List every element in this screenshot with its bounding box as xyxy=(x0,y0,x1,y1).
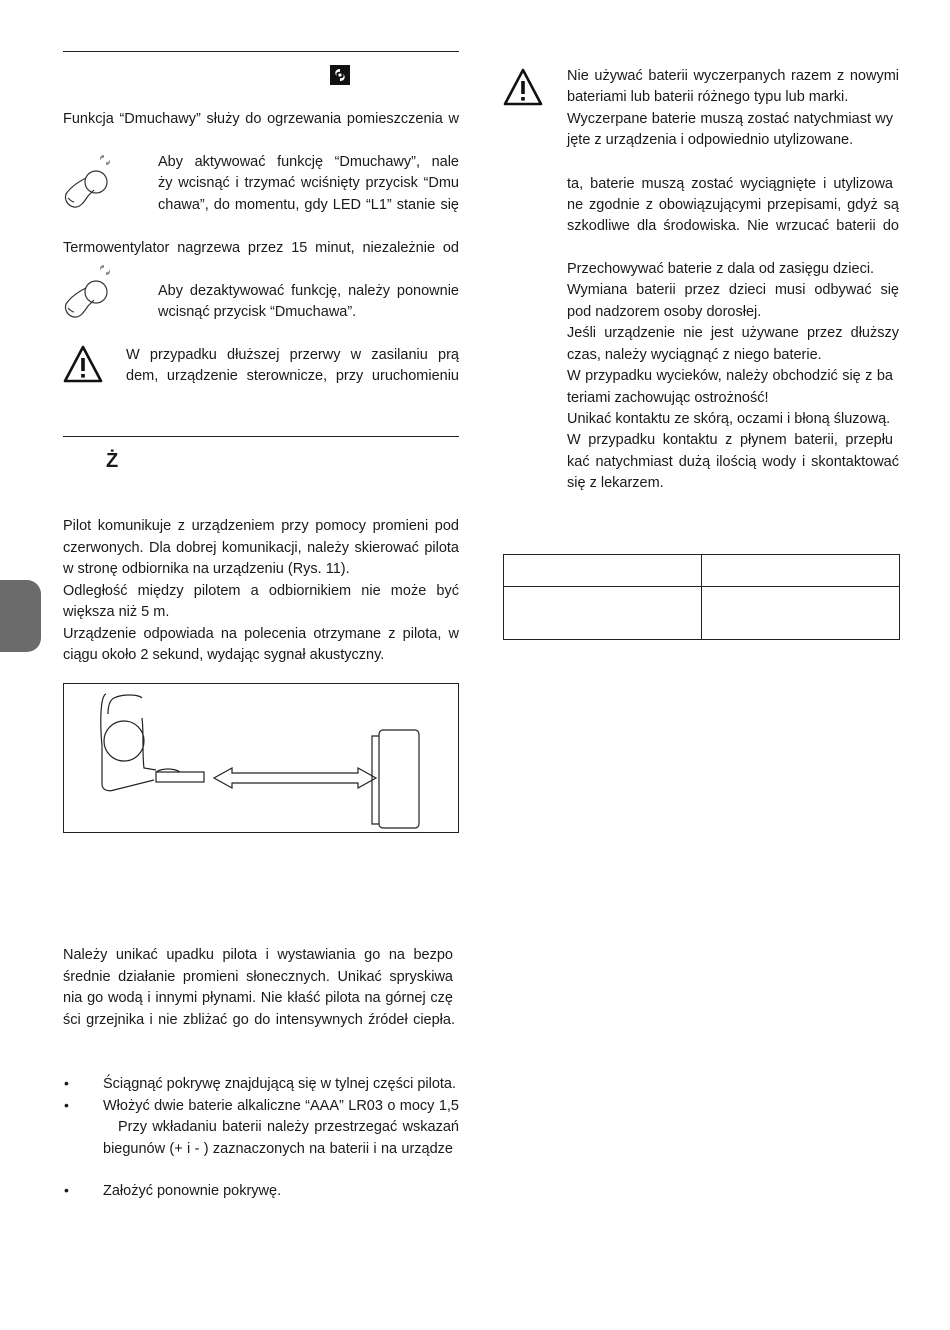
disposal-text-line2: ne zgodnie z obowiązującymi przepisami, gdyż są xyxy=(567,197,899,213)
safety-line5: czas, należy wyciągnąć z niego baterie. xyxy=(567,347,822,363)
remote-range-figure xyxy=(63,683,459,833)
deactivate-step-line1: Aby dezaktywować funkcję, należy ponownie xyxy=(158,283,459,299)
safety-line11: się z lekarzem. xyxy=(567,475,664,491)
remote-text-line1: Pilot komunikuje z urządzeniem przy pomocy promieni pod xyxy=(63,518,459,534)
safety-line8: Unikać kontaktu ze skórą, oczami i błoną śluzową. xyxy=(567,411,891,427)
battery-warning-line1: Nie używać baterii wyczerpanych razem z nowymi xyxy=(567,68,899,84)
remote-text-line4: Odległość między pilotem a odbiornikiem nie może być xyxy=(63,583,459,599)
battery-warning-line4: jęte z urządzenia i odpowiednio utylizowane. xyxy=(567,132,854,148)
care-text-line1: Należy unikać upadku pilota i wystawiania go na bezpo xyxy=(63,947,453,963)
activate-step-line3: chawa”, do momentu, gdy LED “L1” stanie się xyxy=(158,197,459,213)
activate-step-line2: ży wcisnąć i trzymać wciśnięty przycisk “Dmu xyxy=(158,175,459,191)
care-text-line3: nia go wodą i innymi płynami. Nie kłaść pilota na górnej czę xyxy=(63,990,453,1006)
safety-line9: W przypadku kontaktu z płynem baterii, przepłu xyxy=(567,432,893,448)
deactivate-step-line2: wcisnąć przycisk “Dmuchawa”. xyxy=(158,304,357,320)
care-text-line2: średnie działanie promieni słonecznych. Unikać spryskiwa xyxy=(63,969,453,985)
bullet-polarity-line2: biegunów (+ i - ) zaznaczonych na baterii i na urządze xyxy=(103,1141,453,1157)
hand-press-icon xyxy=(60,152,122,212)
section-rule xyxy=(63,436,459,437)
warning-icon xyxy=(503,68,543,106)
bullet-marker: • xyxy=(64,1182,69,1198)
remote-text-line5: większa niż 5 m. xyxy=(63,604,170,620)
section-rule xyxy=(63,51,459,52)
hand-press-icon xyxy=(60,262,122,322)
bullet-remove-cover: Ściągnąć pokrywę znajdującą się w tylnej części pilota. xyxy=(103,1076,457,1092)
fan-mode-icon xyxy=(329,64,351,86)
remote-text-line3: w stronę odbiornika na urządzeniu (Rys. 11). xyxy=(63,561,350,577)
bullet-replace-cover: Założyć ponownie pokrywę. xyxy=(103,1183,282,1199)
bullet-polarity-line1: Przy wkładaniu baterii należy przestrzegać wskazań xyxy=(118,1119,459,1135)
battery-warning-line2: bateriami lub baterii różnego typu lub marki. xyxy=(567,89,849,105)
power-outage-warning-line1: W przypadku dłuższej przerwy w zasilaniu prą xyxy=(126,347,459,363)
safety-line6: W przypadku wycieków, należy obchodzić się z ba xyxy=(567,368,893,384)
remote-text-line2: czerwonych. Dla dobrej komunikacji, należy skierować pilota xyxy=(63,540,459,556)
table-column-divider xyxy=(701,555,702,639)
safety-line4: Jeśli urządzenie nie jest używane przez dłuższy xyxy=(567,325,899,341)
power-outage-warning-line2: dem, urządzenie sterownicze, przy uruchomieniu xyxy=(126,368,459,384)
heater-duration-text: Termowentylator nagrzewa przez 15 minut, niezależnie od xyxy=(63,240,459,256)
disposal-text-line1: ta, baterie muszą zostać wyciągnięte i utylizowa xyxy=(567,176,893,192)
safety-line2: Wymiana baterii przez dzieci musi odbywać się xyxy=(567,282,899,298)
remote-text-line7: ciągu około 2 sekund, wydając sygnał akustyczny. xyxy=(63,647,385,663)
remote-text-line6: Urządzenie odpowiada na polecenia otrzymane z pilota, w xyxy=(63,626,459,642)
bullet-marker: • xyxy=(64,1097,69,1113)
battery-warning-line3: Wyczerpane baterie muszą zostać natychmiast wy xyxy=(567,111,893,127)
bullet-insert-batteries: Włożyć dwie baterie alkaliczne “AAA” LR03 o mocy 1,5 xyxy=(103,1098,459,1114)
bullet-marker: • xyxy=(64,1075,69,1091)
safety-line7: teriami zachowując ostrożność! xyxy=(567,390,769,406)
safety-line1: Przechowywać baterie z dala od zasięgu dzieci. xyxy=(567,261,875,277)
disposal-text-line3: szkodliwe dla środowiska. Nie wrzucać baterii do xyxy=(567,218,899,234)
safety-line3: pod nadzorem osoby dorosłej. xyxy=(567,304,762,320)
warning-icon xyxy=(63,345,103,383)
section-heading: Ż xyxy=(106,450,119,472)
care-text-line4: ści grzejnika i nie zbliżać go do intensywnych źródeł ciepła. xyxy=(63,1012,455,1028)
data-table xyxy=(503,554,900,640)
section-tab xyxy=(0,580,41,652)
safety-line10: kać natychmiast dużą ilością wody i skontaktować xyxy=(567,454,899,470)
fan-intro: Funkcja “Dmuchawy” służy do ogrzewania pomieszczenia w xyxy=(63,111,459,127)
activate-step-line1: Aby aktywować funkcję “Dmuchawy”, nale xyxy=(158,154,459,170)
